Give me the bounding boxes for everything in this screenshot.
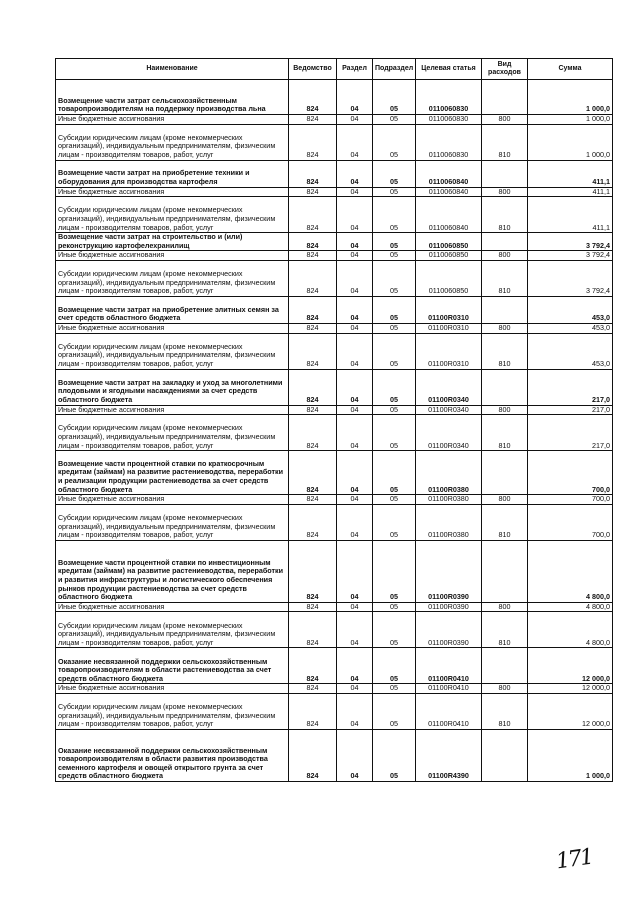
table-row	[56, 495, 613, 505]
cell-name: Иные бюджетные ассигнования	[56, 251, 289, 261]
cell-department: 824	[289, 115, 337, 125]
cell-name: Оказание несвязанной поддержки сельскохозяйственным товаропроизводителям в области развития производства семенного картофеля и овощей открытого грунта за счет средств областного бюджета	[56, 729, 289, 781]
table-row	[56, 602, 613, 612]
cell-subsection: 05	[373, 504, 416, 540]
cell-name: Субсидии юридическим лицам (кроме некоммерческих организаций), индивидуальным предпринимателям, физическим лицам - производителям товаров, работ, услуг	[56, 124, 289, 160]
cell-target-article: 01100R0390	[416, 602, 482, 612]
cell-section: 04	[337, 684, 373, 694]
cell-expense-type: 810	[482, 197, 528, 233]
cell-section: 04	[337, 451, 373, 495]
table-row	[56, 197, 613, 233]
cell-department: 824	[289, 405, 337, 415]
cell-amount: 411,1	[528, 197, 613, 233]
cell-name: Субсидии юридическим лицам (кроме некоммерческих организаций), индивидуальным предпринимателям, физическим лицам - производителям товаров, работ, услуг	[56, 612, 289, 648]
cell-target-article: 0110060850	[416, 233, 482, 251]
cell-subsection: 05	[373, 296, 416, 323]
cell-department: 824	[289, 197, 337, 233]
cell-amount: 1 000,0	[528, 115, 613, 125]
cell-name: Оказание несвязанной поддержки сельскохозяйственным товаропроизводителям в области растениеводства за счет средств областного бюджета	[56, 648, 289, 684]
cell-name: Субсидии юридическим лицам (кроме некоммерческих организаций), индивидуальным предпринимателям, физическим лицам - производителям товаров, работ, услуг	[56, 415, 289, 451]
cell-section: 04	[337, 693, 373, 729]
cell-expense-type: 810	[482, 333, 528, 369]
cell-section: 04	[337, 495, 373, 505]
cell-amount: 217,0	[528, 369, 613, 405]
col-header-section: Раздел	[337, 59, 373, 80]
cell-target-article: 0110060840	[416, 160, 482, 187]
cell-amount: 453,0	[528, 333, 613, 369]
cell-amount: 700,0	[528, 504, 613, 540]
cell-name: Возмещение части затрат на приобретение техники и оборудования для производства картофеля	[56, 160, 289, 187]
cell-subsection: 05	[373, 80, 416, 115]
cell-expense-type	[482, 540, 528, 602]
cell-amount: 12 000,0	[528, 648, 613, 684]
table-row	[56, 612, 613, 648]
cell-department: 824	[289, 729, 337, 781]
table-row	[56, 115, 613, 125]
cell-amount: 217,0	[528, 405, 613, 415]
table-row	[56, 415, 613, 451]
cell-department: 824	[289, 80, 337, 115]
cell-subsection: 05	[373, 369, 416, 405]
cell-name: Иные бюджетные ассигнования	[56, 602, 289, 612]
cell-section: 04	[337, 80, 373, 115]
cell-section: 04	[337, 369, 373, 405]
cell-name: Возмещение части затрат на приобретение элитных семян за счет средств областного бюджета	[56, 296, 289, 323]
cell-subsection: 05	[373, 602, 416, 612]
cell-expense-type	[482, 80, 528, 115]
cell-section: 04	[337, 612, 373, 648]
cell-expense-type: 800	[482, 115, 528, 125]
cell-target-article: 0110060850	[416, 260, 482, 296]
cell-expense-type: 810	[482, 415, 528, 451]
cell-target-article: 0110060830	[416, 124, 482, 160]
cell-expense-type	[482, 233, 528, 251]
cell-department: 824	[289, 323, 337, 333]
cell-expense-type: 800	[482, 405, 528, 415]
cell-subsection: 05	[373, 197, 416, 233]
cell-department: 824	[289, 612, 337, 648]
cell-expense-type: 800	[482, 323, 528, 333]
cell-amount: 700,0	[528, 451, 613, 495]
table-row	[56, 251, 613, 261]
table-row	[56, 187, 613, 197]
col-header-target-article: Целевая статья	[416, 59, 482, 80]
cell-expense-type	[482, 729, 528, 781]
col-header-amount: Сумма	[528, 59, 613, 80]
cell-name: Иные бюджетные ассигнования	[56, 323, 289, 333]
cell-expense-type: 800	[482, 684, 528, 694]
cell-subsection: 05	[373, 405, 416, 415]
cell-section: 04	[337, 124, 373, 160]
cell-section: 04	[337, 115, 373, 125]
cell-target-article: 01100R4390	[416, 729, 482, 781]
cell-target-article: 01100R0310	[416, 323, 482, 333]
cell-target-article: 0110060840	[416, 187, 482, 197]
cell-expense-type: 810	[482, 693, 528, 729]
cell-name: Возмещение части процентной ставки по инвестиционным кредитам (займам) на развитие растениеводства, переработки и развития инфраструктуры и логистического обеспечения рынков продукции растениеводства за счет средств областного бюджета	[56, 540, 289, 602]
cell-department: 824	[289, 333, 337, 369]
cell-department: 824	[289, 693, 337, 729]
cell-expense-type: 810	[482, 260, 528, 296]
cell-department: 824	[289, 540, 337, 602]
table-row	[56, 260, 613, 296]
cell-department: 824	[289, 124, 337, 160]
cell-target-article: 01100R0410	[416, 693, 482, 729]
cell-name: Иные бюджетные ассигнования	[56, 405, 289, 415]
table-row	[56, 160, 613, 187]
header-row	[56, 59, 613, 80]
budget-sheet	[55, 58, 612, 782]
cell-target-article: 0110060840	[416, 197, 482, 233]
cell-name: Субсидии юридическим лицам (кроме некоммерческих организаций), индивидуальным предпринимателям, физическим лицам - производителям товаров, работ, услуг	[56, 333, 289, 369]
cell-name: Иные бюджетные ассигнования	[56, 495, 289, 505]
cell-subsection: 05	[373, 684, 416, 694]
cell-section: 04	[337, 233, 373, 251]
cell-section: 04	[337, 648, 373, 684]
cell-target-article: 01100R0340	[416, 369, 482, 405]
cell-target-article: 01100R0380	[416, 504, 482, 540]
cell-subsection: 05	[373, 693, 416, 729]
col-header-expense-type: Вид расходов	[482, 59, 528, 80]
cell-department: 824	[289, 251, 337, 261]
col-header-name: Наименование	[56, 59, 289, 80]
cell-amount: 453,0	[528, 323, 613, 333]
cell-subsection: 05	[373, 124, 416, 160]
cell-name: Возмещение части затрат на закладку и уход за многолетними плодовыми и ягодными насаждениями за счет средств областного бюджета	[56, 369, 289, 405]
cell-department: 824	[289, 602, 337, 612]
cell-section: 04	[337, 296, 373, 323]
cell-amount: 1 000,0	[528, 729, 613, 781]
table-row	[56, 648, 613, 684]
cell-target-article: 01100R0310	[416, 296, 482, 323]
cell-section: 04	[337, 504, 373, 540]
cell-name: Возмещение части затрат сельскохозяйственным товаропроизводителям на поддержку производства льна	[56, 80, 289, 115]
cell-target-article: 01100R0390	[416, 612, 482, 648]
cell-section: 04	[337, 333, 373, 369]
cell-target-article: 01100R0340	[416, 405, 482, 415]
table-row	[56, 80, 613, 115]
cell-department: 824	[289, 495, 337, 505]
table-row	[56, 684, 613, 694]
cell-amount: 4 800,0	[528, 540, 613, 602]
cell-section: 04	[337, 729, 373, 781]
cell-department: 824	[289, 451, 337, 495]
col-header-department: Ведомство	[289, 59, 337, 80]
cell-section: 04	[337, 602, 373, 612]
cell-subsection: 05	[373, 415, 416, 451]
cell-section: 04	[337, 540, 373, 602]
cell-department: 824	[289, 296, 337, 323]
cell-amount: 700,0	[528, 495, 613, 505]
cell-amount: 217,0	[528, 415, 613, 451]
cell-subsection: 05	[373, 648, 416, 684]
cell-target-article: 0110060830	[416, 80, 482, 115]
cell-target-article: 0110060830	[416, 115, 482, 125]
cell-department: 824	[289, 160, 337, 187]
cell-department: 824	[289, 684, 337, 694]
cell-name: Субсидии юридическим лицам (кроме некоммерческих организаций), индивидуальным предпринимателям, физическим лицам - производителям товаров, работ, услуг	[56, 693, 289, 729]
cell-amount: 4 800,0	[528, 602, 613, 612]
cell-name: Субсидии юридическим лицам (кроме некоммерческих организаций), индивидуальным предпринимателям, физическим лицам - производителям товаров, работ, услуг	[56, 197, 289, 233]
cell-amount: 411,1	[528, 160, 613, 187]
table-row	[56, 540, 613, 602]
cell-section: 04	[337, 405, 373, 415]
cell-target-article: 01100R0310	[416, 333, 482, 369]
table-row	[56, 405, 613, 415]
table-row	[56, 369, 613, 405]
cell-amount: 1 000,0	[528, 80, 613, 115]
cell-section: 04	[337, 160, 373, 187]
cell-section: 04	[337, 260, 373, 296]
cell-expense-type: 810	[482, 612, 528, 648]
cell-subsection: 05	[373, 323, 416, 333]
table-row	[56, 693, 613, 729]
cell-department: 824	[289, 260, 337, 296]
cell-name: Возмещение части затрат на строительство и (или) реконструкцию картофелехранилищ	[56, 233, 289, 251]
cell-expense-type: 810	[482, 124, 528, 160]
cell-target-article: 0110060850	[416, 251, 482, 261]
cell-amount: 411,1	[528, 187, 613, 197]
cell-name: Возмещение части процентной ставки по краткосрочным кредитам (займам) на развитие растениеводства, переработки и реализации продукции растениеводства за счет средств областного бюджета	[56, 451, 289, 495]
budget-rows	[56, 80, 613, 782]
cell-subsection: 05	[373, 160, 416, 187]
cell-expense-type: 810	[482, 504, 528, 540]
table-row	[56, 233, 613, 251]
handwritten-page-number: 171	[554, 844, 594, 875]
cell-amount: 12 000,0	[528, 684, 613, 694]
cell-amount: 3 792,4	[528, 233, 613, 251]
cell-subsection: 05	[373, 540, 416, 602]
cell-amount: 453,0	[528, 296, 613, 323]
cell-section: 04	[337, 187, 373, 197]
cell-expense-type: 800	[482, 187, 528, 197]
cell-subsection: 05	[373, 187, 416, 197]
col-header-subsection: Подраздел	[373, 59, 416, 80]
table-row	[56, 333, 613, 369]
cell-department: 824	[289, 187, 337, 197]
cell-amount: 3 792,4	[528, 251, 613, 261]
cell-expense-type	[482, 296, 528, 323]
cell-department: 824	[289, 415, 337, 451]
cell-subsection: 05	[373, 495, 416, 505]
cell-amount: 4 800,0	[528, 612, 613, 648]
cell-section: 04	[337, 197, 373, 233]
cell-subsection: 05	[373, 451, 416, 495]
cell-expense-type	[482, 648, 528, 684]
cell-section: 04	[337, 415, 373, 451]
cell-name: Иные бюджетные ассигнования	[56, 684, 289, 694]
cell-target-article: 01100R0380	[416, 495, 482, 505]
cell-subsection: 05	[373, 251, 416, 261]
cell-amount: 3 792,4	[528, 260, 613, 296]
cell-subsection: 05	[373, 260, 416, 296]
cell-expense-type	[482, 369, 528, 405]
cell-department: 824	[289, 648, 337, 684]
cell-target-article: 01100R0410	[416, 648, 482, 684]
cell-expense-type: 800	[482, 251, 528, 261]
cell-subsection: 05	[373, 729, 416, 781]
cell-amount: 12 000,0	[528, 693, 613, 729]
cell-name: Субсидии юридическим лицам (кроме некоммерческих организаций), индивидуальным предпринимателям, физическим лицам - производителям товаров, работ, услуг	[56, 504, 289, 540]
cell-target-article: 01100R0340	[416, 415, 482, 451]
budget-table	[55, 58, 613, 782]
cell-department: 824	[289, 504, 337, 540]
cell-section: 04	[337, 251, 373, 261]
table-row	[56, 451, 613, 495]
cell-department: 824	[289, 233, 337, 251]
cell-name: Субсидии юридическим лицам (кроме некоммерческих организаций), индивидуальным предпринимателям, физическим лицам - производителям товаров, работ, услуг	[56, 260, 289, 296]
cell-department: 824	[289, 369, 337, 405]
cell-name: Иные бюджетные ассигнования	[56, 187, 289, 197]
cell-subsection: 05	[373, 333, 416, 369]
table-row	[56, 729, 613, 781]
cell-expense-type	[482, 451, 528, 495]
cell-expense-type: 800	[482, 602, 528, 612]
cell-target-article: 01100R0380	[416, 451, 482, 495]
table-row	[56, 323, 613, 333]
cell-target-article: 01100R0410	[416, 684, 482, 694]
cell-expense-type: 800	[482, 495, 528, 505]
cell-target-article: 01100R0390	[416, 540, 482, 602]
cell-section: 04	[337, 323, 373, 333]
cell-name: Иные бюджетные ассигнования	[56, 115, 289, 125]
cell-subsection: 05	[373, 612, 416, 648]
cell-subsection: 05	[373, 233, 416, 251]
table-row	[56, 296, 613, 323]
cell-amount: 1 000,0	[528, 124, 613, 160]
table-row	[56, 124, 613, 160]
cell-subsection: 05	[373, 115, 416, 125]
table-row	[56, 504, 613, 540]
cell-expense-type	[482, 160, 528, 187]
